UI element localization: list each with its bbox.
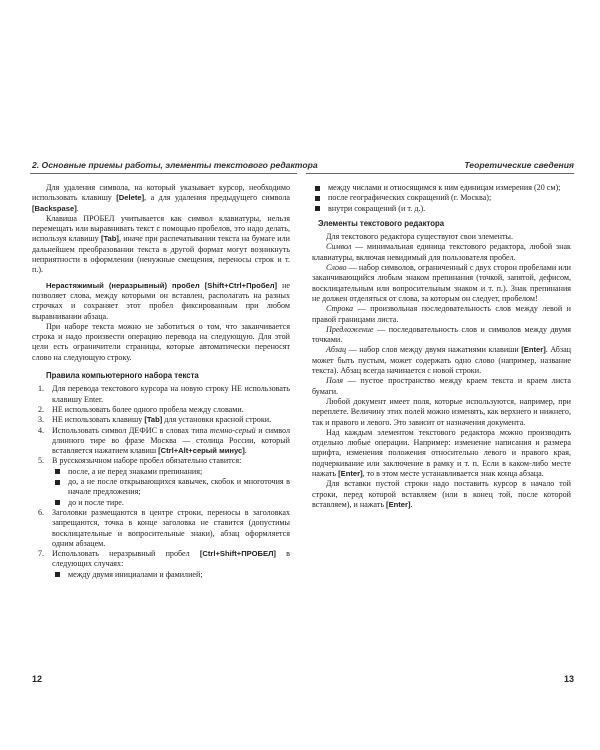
definition-paragraph bbox=[312, 345, 571, 376]
left-text-column bbox=[32, 183, 290, 580]
italic-term: Символ bbox=[326, 242, 352, 252]
text: Использовать неразрывный пробел bbox=[52, 549, 200, 559]
bullet-item bbox=[52, 498, 290, 508]
paragraph-empty-line bbox=[312, 479, 571, 510]
italic-term: темно-серый bbox=[209, 425, 256, 435]
text: — минимальная единица текстового редактора, любой знак клавиатуры, включая невидимый для пользователя пробел. bbox=[312, 242, 571, 262]
key-label: [Ctrl+Shift+ПРОБЕЛ] bbox=[199, 549, 276, 559]
bullet-item bbox=[312, 193, 571, 203]
square-bullet-icon bbox=[315, 186, 320, 191]
bullet-item bbox=[312, 183, 571, 193]
item-number: 5. bbox=[38, 456, 45, 466]
definition-margins bbox=[312, 376, 571, 397]
text: НЕ использовать более одного пробела между словами. bbox=[52, 404, 244, 414]
text: . Абзац может быть пустым, может содержать одно слово (например, название текста). Абзац всегда начинается с новой строки. bbox=[312, 345, 571, 376]
key-label: [Tab] bbox=[100, 234, 119, 244]
text: , то в этом месте устанавливается знак конца абзаца. bbox=[362, 469, 544, 479]
italic-term: Слово bbox=[326, 263, 347, 273]
text: — произвольная последовательность слов между левой и правой границами листа. bbox=[312, 304, 571, 324]
text: не позволяет слова, между которыми он вставлен, располагать на разных строчках и сохраняет этот пробел фиксированным при любом выравнивании абзаца. bbox=[32, 280, 291, 321]
continued-bullet-list bbox=[312, 183, 571, 214]
text: — пустое пространство между краем текста и краем листа бумаги. bbox=[312, 376, 571, 396]
text: . bbox=[76, 203, 79, 213]
italic-term: Строка bbox=[326, 304, 354, 314]
header-rule bbox=[306, 173, 574, 174]
list-item bbox=[32, 456, 290, 507]
item-number: 7. bbox=[38, 549, 45, 559]
text: — набор слов между двумя нажатиями клавиши bbox=[346, 345, 522, 355]
bullet-item bbox=[52, 467, 290, 477]
key-label: [Enter] bbox=[338, 469, 363, 479]
key-label: [Ctrl+Alt+серый минус] bbox=[158, 446, 245, 456]
text: Использовать символ ДЕФИС в словах типа bbox=[52, 425, 210, 435]
text: до, а не после открывающихся кавычек, скобок и многоточия в начале предложения; bbox=[68, 477, 290, 497]
text: Для вставки пустой строки надо поставить курсор в начало той строки, перед которой вставляем (или в конец той, после которой вставляем), и нажать bbox=[312, 479, 571, 509]
text: до и после тире. bbox=[68, 497, 124, 507]
text: в следующих случаях: bbox=[52, 549, 290, 569]
item-number: 4. bbox=[38, 425, 45, 435]
square-bullet-icon bbox=[55, 500, 60, 505]
square-bullet-icon bbox=[55, 572, 60, 577]
definition-line bbox=[312, 304, 571, 325]
square-bullet-icon bbox=[55, 469, 60, 474]
text: после географических сокращений (г. Москва); bbox=[328, 193, 492, 203]
sub-bullet-list bbox=[52, 570, 290, 580]
text: между двумя инициалами и фамилией; bbox=[68, 569, 203, 579]
definition-symbol bbox=[312, 242, 571, 263]
elements-heading: Элементы текстового редактора bbox=[318, 218, 445, 228]
rules-heading: Правила компьютерного набора текста bbox=[46, 371, 199, 381]
definition-sentence bbox=[312, 325, 571, 346]
text: — набор символов, ограниченный с двух сторон пробелами или заканчивающийся любым знаком препинания (точкой, запятой, дефисом, восклицательным или вопросительным знаком и т. п.). Знак препинания не должен отделяться от слова, за которым он следует, пробелом! bbox=[312, 263, 571, 303]
square-bullet-icon bbox=[315, 196, 320, 201]
text: и символ длинного тире во фразе Москва — столица России, который вставляется нажатием клавиш bbox=[52, 425, 290, 456]
text: Клавиша ПРОБЕЛ учитывается как символ клавиатуры, нельзя перемещать или выравнивать текст с помощью пробелов, это надо делать, используя клавишу bbox=[32, 213, 290, 244]
list-item bbox=[32, 384, 290, 405]
text: после, а не перед знаками препинания; bbox=[68, 466, 203, 476]
text: Для удаления символа, на который указывает курсор, необходимо использовать клавишу bbox=[32, 183, 290, 203]
right-page bbox=[300, 0, 600, 750]
item-number: 6. bbox=[38, 507, 45, 517]
key-label: [Tab] bbox=[144, 415, 163, 425]
text: . bbox=[244, 446, 247, 456]
list-item bbox=[32, 508, 290, 549]
text: между числами и относящимся к ним единицам измерения (20 см); bbox=[328, 183, 561, 192]
paragraph-delete bbox=[32, 183, 290, 214]
square-bullet-icon bbox=[55, 480, 60, 485]
paragraph-margins-usage: Любой документ имеет поля, которые используются, например, при переплете. Величину этих полей можно изменять, как верхнего и нижнего, так и правого и левого. Это зависит от назначения документа. bbox=[312, 396, 571, 427]
paragraph-space-key bbox=[32, 214, 290, 276]
text: внутри сокращений (и т. д.). bbox=[328, 203, 426, 213]
key-label: [Shift+Ctrl+Пробел] bbox=[204, 280, 278, 290]
item-number: 1. bbox=[38, 384, 45, 394]
text: для установки красной строки. bbox=[162, 415, 272, 425]
definition-word bbox=[312, 263, 571, 304]
rules-list bbox=[32, 384, 290, 580]
text: В русскоязычном наборе пробел обязательно ставится: bbox=[52, 456, 242, 466]
key-label: [Delete] bbox=[116, 193, 145, 203]
key-label: [Enter] bbox=[386, 499, 411, 509]
list-item bbox=[32, 415, 290, 425]
text: Для перевода текстового курсора на новую строку НЕ использовать клавишу Enter. bbox=[52, 384, 290, 404]
text: , иначе при распечатывании текста на бумаге или дальнейшем преобразовании текста в другой формат могут возникнуть неприятности в оформлении (ненужные смещения, переносы строк и т. п.). bbox=[32, 234, 290, 275]
text: . bbox=[410, 499, 413, 509]
item-number: 3. bbox=[38, 415, 45, 425]
item-number: 2. bbox=[38, 404, 45, 414]
key-label: [Backspase] bbox=[32, 203, 77, 213]
paragraph-operations bbox=[312, 428, 571, 479]
paragraph-intro: Для текстового редактора существуют свои элементы. bbox=[326, 232, 513, 242]
paragraph-line-wrap: При наборе текста можно не заботиться о том, что заканчивается строка и надо произвести операцию перевода на следующую. Для этой цели есть ограничители страницы, которые автоматически переносят слово на следующую строку. bbox=[32, 321, 290, 362]
bullet-item bbox=[52, 477, 290, 498]
key-label: [Enter] bbox=[521, 345, 546, 355]
italic-term: Поля bbox=[326, 376, 343, 386]
header-rule bbox=[30, 173, 297, 174]
bullet-item bbox=[52, 570, 290, 580]
page-number: 13 bbox=[563, 674, 574, 684]
paragraph-nonbreaking-space bbox=[32, 281, 290, 322]
italic-term: Предложение bbox=[326, 324, 374, 334]
bullet-item bbox=[312, 204, 571, 214]
italic-term: Абзац bbox=[326, 345, 347, 355]
list-item bbox=[32, 405, 290, 415]
term: Нерастяжимый (неразрывный) пробел bbox=[46, 280, 205, 290]
text: — последовательность слов и символов между двумя точками. bbox=[312, 324, 571, 345]
list-item bbox=[32, 426, 290, 457]
running-header: Теоретические сведения bbox=[464, 160, 574, 170]
list-item bbox=[32, 549, 290, 580]
text: Над каждым элементом текстового редактора можно производить отдельно любые операции. Например: изменение написания и размера шрифта, изменения положения относительно левого и правого края, подчеркивание или заключение в рамку и т. п. Если в каком-либо месте нажать bbox=[312, 427, 571, 479]
sub-bullet-list bbox=[52, 467, 290, 508]
text: Заголовки размещаются в центре строки, переносы в заголовках запрещаются, точка в конце заголовка не ставится (допустимы восклицательные и вопросительные знаки), абзац оформляется одним абзацем. bbox=[52, 507, 290, 548]
right-text-column bbox=[312, 183, 571, 510]
text: НЕ использовать клавишу bbox=[52, 415, 145, 425]
square-bullet-icon bbox=[315, 206, 320, 211]
page-number: 12 bbox=[32, 674, 43, 684]
running-header: 2. Основные приемы работы, элементы текстового редактора bbox=[32, 160, 318, 170]
text: , а для удаления предыдущего символа bbox=[144, 193, 290, 203]
